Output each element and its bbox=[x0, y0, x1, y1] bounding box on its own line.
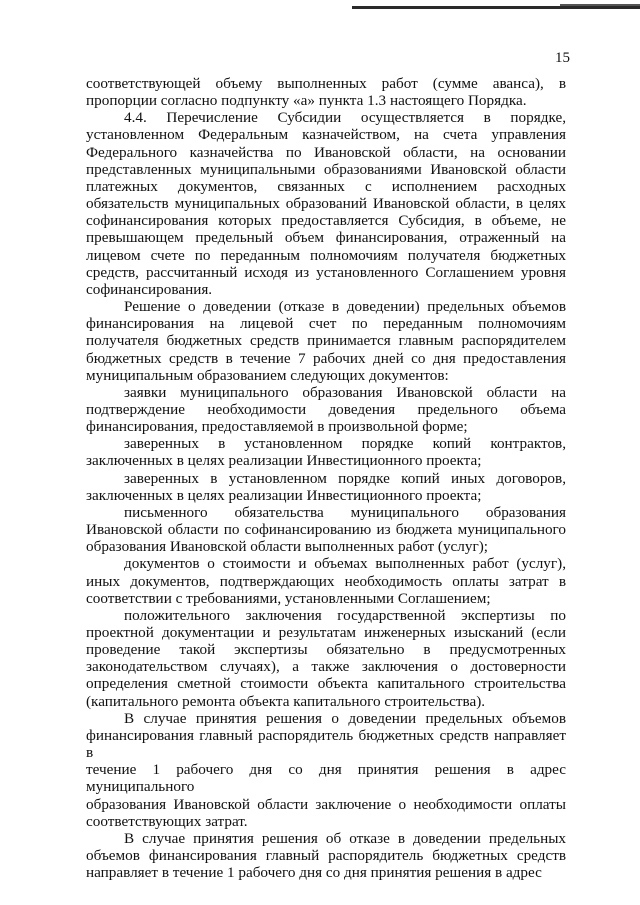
text-line: платежных документов, связанных с исполнением расходных bbox=[86, 177, 566, 195]
paragraph bbox=[86, 607, 566, 710]
paragraph bbox=[86, 470, 566, 504]
text-line: подтверждение необходимости доведения предельного объема bbox=[86, 400, 566, 418]
text-line: положительного заключения государственной экспертизы по bbox=[124, 606, 566, 624]
text-line: представленных муниципальными образованиями Ивановской области bbox=[86, 160, 566, 178]
text-line: установленном Федеральным казначейством, на счета управления bbox=[86, 126, 566, 144]
text-line: объемов финансирования главный распорядитель бюджетных средств bbox=[86, 847, 566, 865]
text-line: заверенных в установленном порядке копий контрактов, bbox=[124, 435, 566, 453]
text-line: проведение такой экспертизы обязательно в предусмотренных bbox=[86, 641, 566, 659]
text-line: Решение о доведении (отказе в доведении) предельных объемов bbox=[124, 298, 566, 316]
text-line: Федерального казначейства по Ивановской области, на основании bbox=[86, 143, 566, 161]
text-line: документов о стоимости и объемах выполненных работ (услуг), bbox=[124, 555, 566, 573]
paragraph bbox=[86, 298, 566, 384]
text-line: превышающем предельный объем финансирования, отраженный на bbox=[86, 229, 566, 247]
text-line: соответствующих затрат. bbox=[86, 812, 248, 830]
text-line: определения сметной стоимости объекта капитального строительства bbox=[86, 675, 566, 693]
text-line: образования Ивановской области заключение о необходимости оплаты bbox=[86, 795, 566, 813]
text-line: В случае принятия решения об отказе в доведении предельных bbox=[124, 829, 566, 847]
text-line: обязательств муниципальных образований Ивановской области, в целях bbox=[86, 195, 566, 213]
text-line: пропорции согласно подпункту «а» пункта 1.3 настоящего Порядка. bbox=[86, 92, 527, 110]
text-line: соответствующей объему выполненных работ (сумме аванса), в bbox=[86, 75, 566, 92]
text-line: муниципальным образованием следующих документов: bbox=[86, 366, 449, 384]
paragraph bbox=[86, 830, 566, 881]
text-line: финансирования, предоставляемой в произвольной форме; bbox=[86, 418, 468, 436]
text-line: финансирования на лицевой счет по переданным полномочиям bbox=[86, 315, 566, 333]
scan-edge-mark bbox=[352, 6, 640, 9]
text-line: законодательством случаях), а также заключения о достоверности bbox=[86, 658, 566, 676]
text-line: иных документов, подтверждающих необходимость оплаты затрат в bbox=[86, 572, 566, 590]
paragraph bbox=[86, 504, 566, 555]
text-line: (капитального ремонта объекта капитального строительства). bbox=[86, 692, 486, 710]
text-line: финансирования главный распорядитель бюджетных средств направляет в bbox=[86, 726, 566, 762]
text-line: соответствии с требованиями, установленными Соглашением; bbox=[86, 589, 491, 607]
text-line: заключенных в целях реализации Инвестиционного проекта; bbox=[86, 486, 482, 504]
paragraph bbox=[86, 710, 566, 830]
text-line: средств, рассчитанный исходя из установленного Соглашением уровня bbox=[86, 263, 566, 281]
scan-edge-mark-secondary bbox=[560, 4, 640, 6]
text-line: В случае принятия решения о доведении предельных объемов bbox=[124, 709, 566, 727]
text-line: течение 1 рабочего дня со дня принятия решения в адрес муниципального bbox=[86, 761, 566, 796]
page-number: 15 bbox=[555, 50, 570, 66]
paragraph bbox=[86, 75, 566, 109]
text-line: направляет в течение 1 рабочего дня со дня принятия решения в адрес bbox=[86, 864, 542, 882]
text-line: лицевом счете по переданным полномочиям получателя бюджетных bbox=[86, 246, 566, 264]
paragraph bbox=[86, 109, 566, 298]
text-line: 4.4. Перечисление Субсидии осуществляется в порядке, bbox=[124, 109, 566, 127]
text-line: письменного обязательства муниципального образования bbox=[124, 503, 566, 521]
text-line: заявки муниципального образования Ивановской области на bbox=[124, 383, 566, 401]
text-line: заверенных в установленном порядке копий иных договоров, bbox=[124, 469, 566, 487]
text-line: образования Ивановской области выполненных работ (услуг); bbox=[86, 538, 488, 556]
text-line: проектной документации и результатам инженерных изысканий (если bbox=[86, 624, 566, 641]
paragraph bbox=[86, 384, 566, 435]
text-line: софинансирования. bbox=[86, 280, 213, 298]
text-line: софинансирования которых предоставляется Субсидия, в объеме, не bbox=[86, 212, 566, 230]
document-body bbox=[86, 75, 566, 881]
text-line: бюджетных средств в течение 7 рабочих дней со дня предоставления bbox=[86, 349, 566, 367]
paragraph bbox=[86, 555, 566, 606]
paragraph bbox=[86, 435, 566, 469]
text-line: Ивановской области по софинансированию из бюджета муниципального bbox=[86, 521, 566, 539]
text-line: получателя бюджетных средств принимается главным распорядителем bbox=[86, 332, 566, 350]
text-line: заключенных в целях реализации Инвестиционного проекта; bbox=[86, 452, 482, 470]
